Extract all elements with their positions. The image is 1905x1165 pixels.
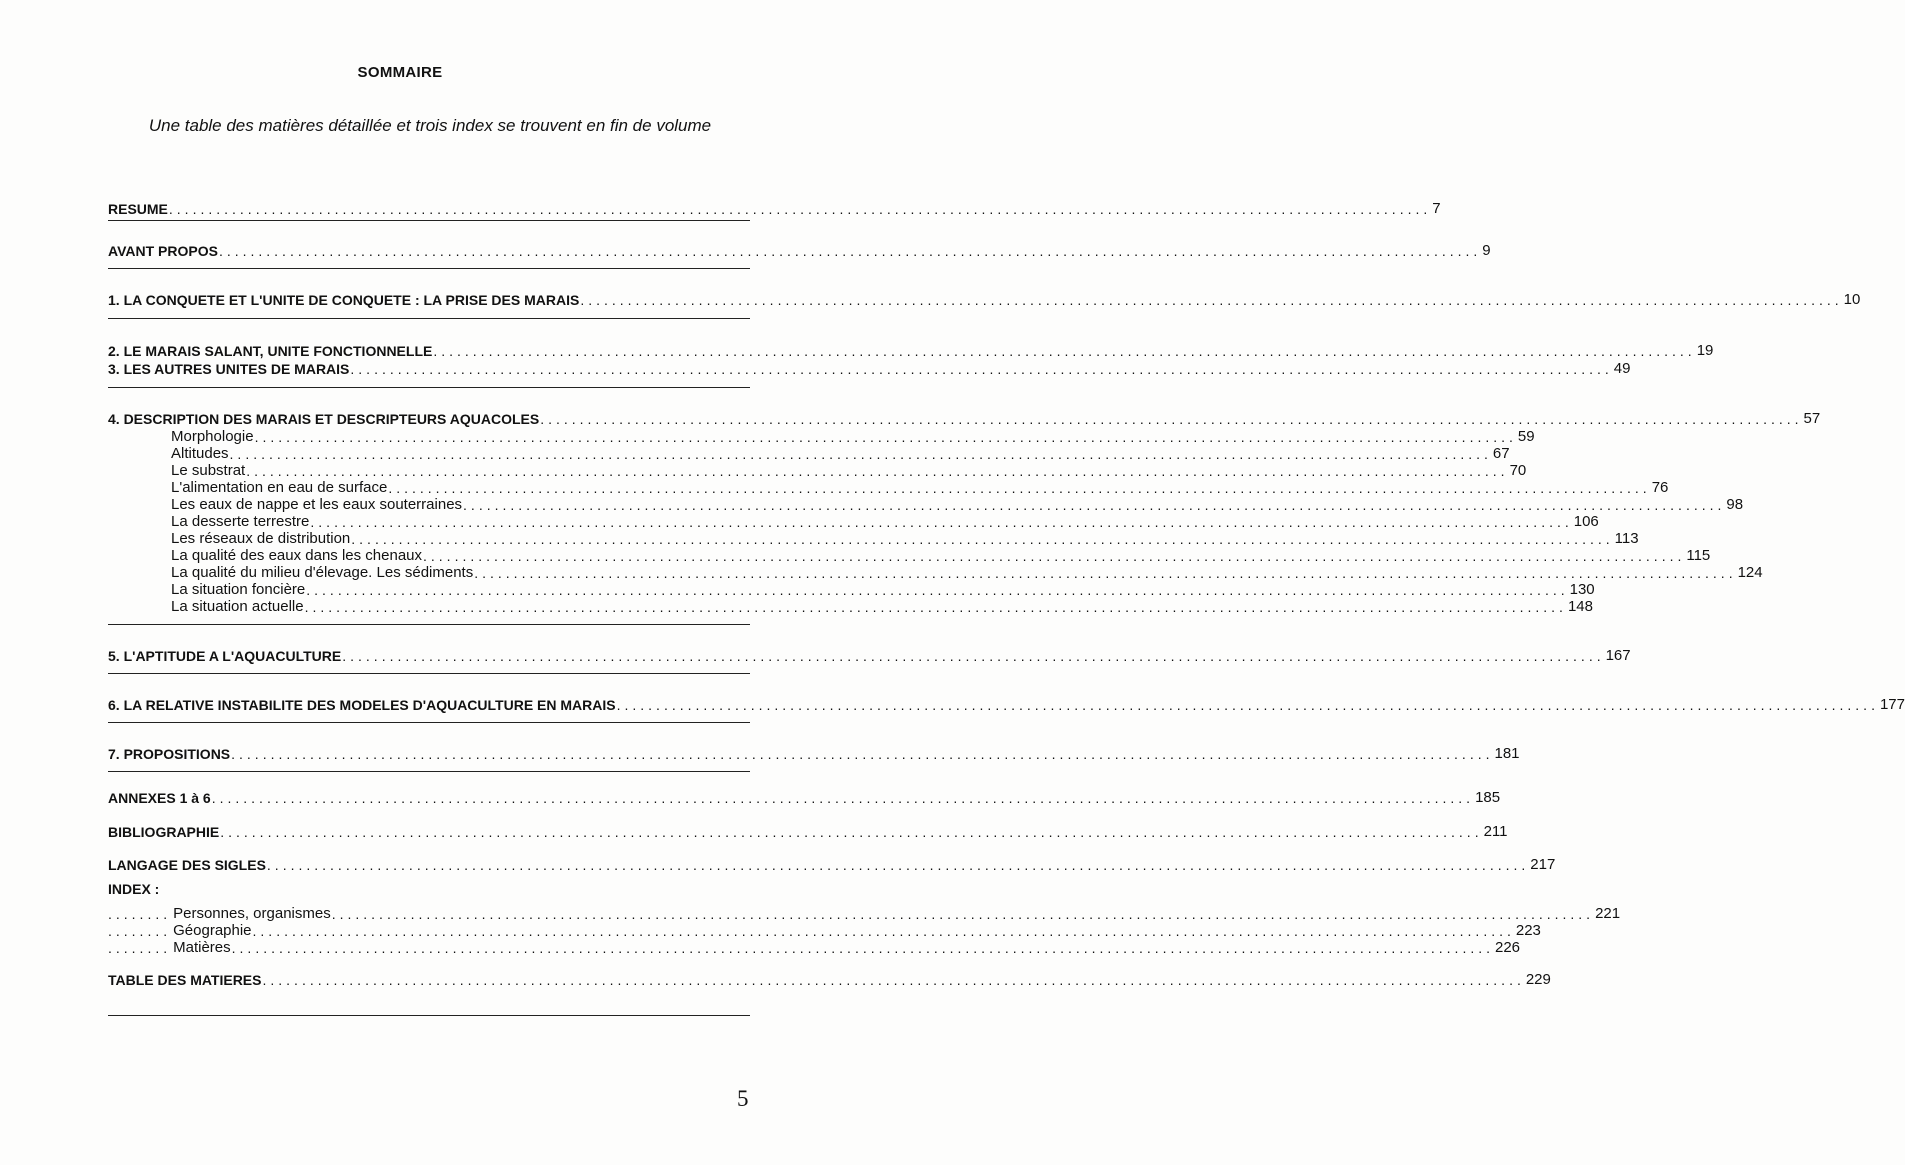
index-heading: INDEX :	[108, 881, 160, 897]
toc-subentry[interactable]	[171, 597, 1593, 616]
divider	[108, 387, 750, 388]
dot-leader: ................................................................................................................................................................	[211, 790, 1475, 806]
entry-label: 7. PROPOSITIONS	[108, 746, 231, 762]
entry-page: 57	[1803, 410, 1821, 427]
dot-leader: ................................................................................................................................................................	[474, 565, 1737, 581]
entry-label: 4. DESCRIPTION DES MARAIS ET DESCRIPTEURS AQUACOLES	[108, 411, 540, 427]
entry-label: Le substrat	[171, 462, 246, 479]
entry-page: 167	[1605, 647, 1631, 664]
entry-label: La situation actuelle	[171, 598, 304, 615]
entry-page: 223	[1515, 922, 1541, 939]
dot-leader: ................................................................................................................................................................	[350, 361, 1613, 377]
toc-entry-annexes[interactable]	[108, 788, 1501, 807]
entry-page: 185	[1475, 789, 1501, 806]
page-number: 5	[737, 1086, 749, 1111]
entry-label: Les réseaux de distribution	[171, 530, 351, 547]
divider	[108, 624, 750, 625]
toc-entry-chapter-3[interactable]	[108, 359, 1631, 378]
entry-label: 6. LA RELATIVE INSTABILITE DES MODELES D'AQUACULTURE EN MARAIS	[108, 697, 616, 713]
dot-leader: ................................................................................................................................................................	[433, 343, 1696, 359]
dot-leader: ................................................................................................................................................................	[220, 824, 1483, 840]
dot-leader: ................................................................................................................................................................	[304, 599, 1567, 615]
entry-label: AVANT PROPOS	[108, 243, 218, 259]
page-title: SOMMAIRE	[357, 64, 443, 81]
toc-entry-sigles[interactable]	[108, 855, 1556, 874]
dot-leader: ................................................................................................................................................................	[168, 201, 1432, 217]
divider	[108, 771, 750, 772]
dot-leader: ................................................................................................................................................................	[231, 940, 1494, 956]
entry-label: Matières	[173, 939, 231, 956]
dot-leader: ................................................................................................................................................................	[423, 548, 1686, 564]
entry-page: 211	[1483, 823, 1508, 840]
toc-index-item[interactable]	[108, 938, 1521, 957]
divider	[108, 220, 750, 221]
dot-leader: ................................................................................................................................................................	[351, 531, 1614, 547]
entry-page: 130	[1569, 581, 1595, 598]
entry-page: 181	[1494, 745, 1520, 762]
entry-label: Les eaux de nappe et les eaux souterraines	[171, 496, 463, 513]
dot-leader: ........	[108, 906, 172, 922]
entry-label: La qualité du milieu d'élevage. Les sédiments	[171, 564, 474, 581]
entry-page: 148	[1567, 598, 1593, 615]
entry-page: 124	[1737, 564, 1763, 581]
entry-label: Altitudes	[171, 445, 229, 462]
entry-label: TABLE DES MATIERES	[108, 972, 262, 988]
entry-page: 177	[1879, 696, 1905, 713]
entry-label: LANGAGE DES SIGLES	[108, 857, 266, 873]
toc-entry-resume[interactable]	[108, 199, 1441, 218]
entry-label: Géographie	[173, 922, 252, 939]
entry-label: 1. LA CONQUETE ET L'UNITE DE CONQUETE : LA PRISE DES MARAIS	[108, 292, 580, 308]
dot-leader: ................................................................................................................................................................	[540, 411, 1803, 427]
entry-page: 59	[1517, 428, 1535, 445]
toc-entry-chapter-4[interactable]	[108, 409, 1821, 428]
entry-label: La situation foncière	[171, 581, 306, 598]
entry-label: L'alimentation en eau de surface	[171, 479, 388, 496]
entry-page: 19	[1696, 342, 1714, 359]
toc-entry-chapter-1[interactable]	[108, 290, 1861, 309]
entry-page: 226	[1495, 939, 1521, 956]
dot-leader: ................................................................................................................................................................	[252, 923, 1515, 939]
dot-leader: ................................................................................................................................................................	[388, 480, 1651, 496]
dot-leader: ........	[108, 923, 172, 939]
dot-leader: ................................................................................................................................................................	[310, 514, 1573, 530]
dot-leader: ................................................................................................................................................................	[306, 582, 1569, 598]
divider	[108, 318, 750, 319]
divider	[108, 673, 750, 674]
entry-page: 67	[1492, 445, 1510, 462]
entry-page: 221	[1595, 905, 1621, 922]
entry-page: 229	[1525, 971, 1551, 988]
dot-leader: ................................................................................................................................................................	[218, 243, 1482, 259]
entry-page: 9	[1482, 242, 1491, 259]
entry-label: RESUME	[108, 201, 168, 217]
entry-label: Morphologie	[171, 428, 254, 445]
entry-label: 5. L'APTITUDE A L'AQUACULTURE	[108, 648, 342, 664]
dot-leader: ................................................................................................................................................................	[231, 746, 1494, 762]
dot-leader: ................................................................................................................................................................	[580, 292, 1843, 308]
toc-entry-chapter-6[interactable]	[108, 695, 1905, 714]
dot-leader: ................................................................................................................................................................	[331, 906, 1595, 922]
dot-leader: ................................................................................................................................................................	[254, 429, 1517, 445]
toc-entry-chapter-7[interactable]	[108, 744, 1520, 763]
toc-entry-table-des-matieres[interactable]	[108, 970, 1551, 989]
page-subtitle: Une table des matières détaillée et trois index se trouvent en fin de volume	[148, 116, 712, 135]
entry-page: 70	[1509, 462, 1527, 479]
toc-entry-bibliographie[interactable]	[108, 822, 1508, 841]
entry-page: 217	[1530, 856, 1556, 873]
divider	[108, 1015, 750, 1016]
dot-leader: ........	[108, 940, 172, 956]
entry-label: Personnes, organismes	[173, 905, 331, 922]
entry-page: 10	[1843, 291, 1861, 308]
entry-page: 113	[1614, 530, 1639, 547]
entry-label: BIBLIOGRAPHIE	[108, 824, 220, 840]
dot-leader: ................................................................................................................................................................	[342, 648, 1605, 664]
entry-page: 106	[1573, 513, 1599, 530]
divider	[108, 722, 750, 723]
entry-label: La desserte terrestre	[171, 513, 310, 530]
entry-page: 115	[1686, 547, 1711, 564]
dot-leader: ................................................................................................................................................................	[262, 972, 1525, 988]
entry-label: 2. LE MARAIS SALANT, UNITE FONCTIONNELLE	[108, 343, 433, 359]
entry-page: 98	[1726, 496, 1744, 513]
entry-label: 3. LES AUTRES UNITES DE MARAIS	[108, 361, 350, 377]
entry-page: 49	[1613, 360, 1631, 377]
toc-entry-avant-propos[interactable]	[108, 241, 1491, 260]
dot-leader: ................................................................................................................................................................	[266, 857, 1530, 873]
dot-leader: ................................................................................................................................................................	[616, 697, 1879, 713]
dot-leader: ................................................................................................................................................................	[463, 497, 1726, 513]
toc-entry-chapter-2[interactable]	[108, 341, 1714, 360]
entry-label: ANNEXES 1 à 6	[108, 790, 211, 806]
toc-entry-chapter-5[interactable]	[108, 646, 1631, 665]
dot-leader: ................................................................................................................................................................	[229, 446, 1492, 462]
dot-leader: ................................................................................................................................................................	[246, 463, 1509, 479]
entry-label: La qualité des eaux dans les chenaux	[171, 547, 423, 564]
divider	[108, 268, 750, 269]
entry-page: 76	[1651, 479, 1669, 496]
entry-page: 7	[1432, 200, 1441, 217]
